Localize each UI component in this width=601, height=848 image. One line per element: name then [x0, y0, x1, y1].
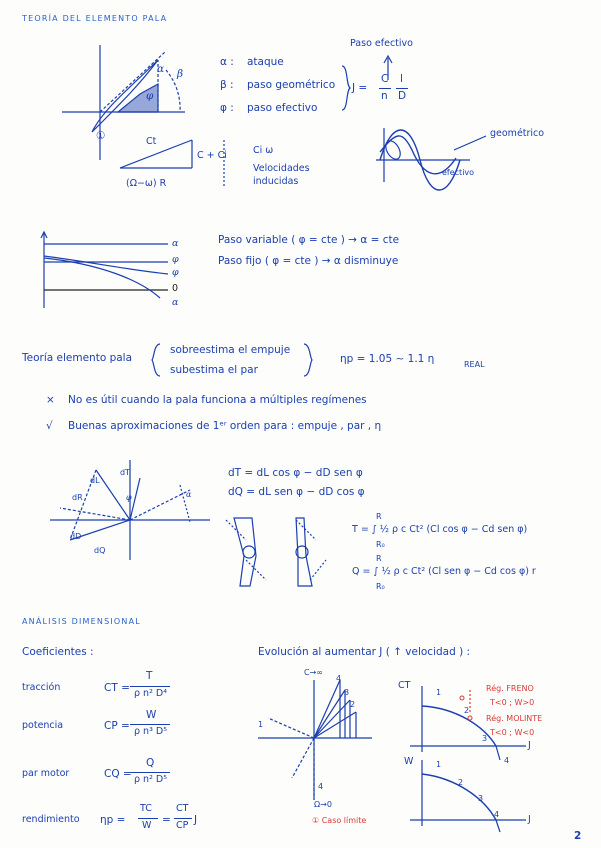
- ct-point-2: 2: [464, 706, 470, 715]
- eta-formula: ηp = 1.05 ∼ 1.1 η: [340, 353, 435, 365]
- circle-one-label: ①: [96, 130, 106, 142]
- formula-d: D: [398, 90, 407, 102]
- coef-row-1-num: T: [146, 670, 153, 682]
- curve-phi-1: φ: [172, 254, 179, 265]
- evolution-title: Evolución al aumentar J ( ↑ velocidad ) :: [258, 646, 471, 658]
- label-dT: dT: [120, 468, 130, 477]
- curve-phi-2: φ: [172, 267, 179, 278]
- coef-row-2-name: potencia: [22, 720, 64, 731]
- ct-j-label: J: [528, 740, 531, 751]
- coef-row-3-num: Q: [146, 757, 155, 769]
- element-item-1: sobreestima el empuje: [170, 344, 291, 356]
- reg-freno: Rég. FRENO: [486, 684, 534, 693]
- coef-row-3-name: par motor: [22, 768, 70, 779]
- label-phi: φ: [126, 493, 132, 502]
- fan-1: 1: [258, 720, 264, 729]
- efficiency-den1: W: [142, 820, 152, 831]
- triangle-ct: Ct: [146, 136, 157, 147]
- def-alpha-text: ataque: [247, 56, 284, 68]
- w-point-3: 3: [478, 794, 484, 803]
- eq-dT: dT = dL cos φ − dD sen φ: [228, 467, 363, 479]
- curve-alpha-top: α: [172, 238, 179, 249]
- alpha-curve: [44, 258, 160, 298]
- efficiency-lhs: ηp =: [100, 814, 126, 826]
- omega-zero-label: Ω→0: [314, 800, 332, 809]
- w-point-1: 1: [436, 760, 442, 769]
- alpha-label: α: [157, 63, 165, 75]
- int-upper-T: R: [376, 512, 382, 521]
- eq-Q: Q = ∫ ½ ρ c Ct² (Cl sen φ − Cd cos φ) r: [352, 566, 536, 577]
- label-dR: dR: [72, 493, 83, 502]
- triangle-base-label: (Ω−ω) R: [126, 178, 167, 189]
- coef-row-1-den: ρ n² D⁴: [134, 688, 168, 699]
- coef-title: Coeficientes :: [22, 646, 94, 658]
- coef-row-2-num: W: [146, 709, 157, 721]
- geometrico-label: geométrico: [490, 128, 545, 139]
- c-inf-label: C→∞: [304, 668, 323, 677]
- fan-4-bottom: 4: [318, 782, 324, 791]
- formula-n: n: [381, 90, 388, 102]
- beta-label: β: [177, 68, 184, 80]
- w-point-2: 2: [458, 778, 464, 787]
- propeller-left: [234, 518, 256, 586]
- efficiency-name: rendimiento: [22, 814, 80, 825]
- freno-cond: T<0 ; W>0: [490, 698, 535, 707]
- def-alpha-sym: α :: [220, 56, 234, 68]
- def-beta-text: paso geométrico: [247, 79, 336, 91]
- coef-row-3-den: ρ n² D⁵: [134, 774, 168, 785]
- efficiency-num2: CT: [176, 803, 189, 814]
- w-axis-label: W: [404, 756, 414, 767]
- velocity-note-1: Ci ω: [253, 145, 274, 156]
- efficiency-eq: =: [162, 814, 171, 826]
- coef-row-2-den: ρ n³ D⁵: [134, 726, 168, 737]
- phi-label: φ: [146, 90, 154, 102]
- int-lower-T: R₀: [376, 540, 385, 549]
- variation-line-2: Paso fijo ( φ = cte ) → α disminuye: [218, 255, 399, 267]
- element-item-2: subestima el par: [170, 364, 258, 376]
- formula-c: C: [381, 73, 389, 85]
- w-j-label: J: [528, 814, 531, 825]
- ct-point-1: 1: [436, 688, 442, 697]
- def-phi-sym: φ :: [220, 102, 234, 114]
- efficiency-tail: J: [194, 814, 198, 826]
- fan-4-top: 4: [336, 674, 342, 683]
- dimensional-heading: ANÁLISIS DIMENSIONAL: [22, 617, 141, 626]
- bullet-1: No es útil cuando la pala funciona a múltiples regímenes: [68, 394, 367, 406]
- section-title: TEORÍA DEL ELEMENTO PALA: [22, 14, 168, 23]
- ct-point-3: 3: [482, 734, 488, 743]
- def-beta-sym: β :: [220, 79, 234, 91]
- velocity-note-2: Velocidades: [253, 163, 310, 174]
- caso-limite-label: ① Caso límite: [312, 816, 367, 825]
- ct-axis-label: CT: [398, 680, 411, 691]
- reg-molinete: Rég. MOLINTE: [486, 714, 543, 723]
- fan-3: 3: [344, 688, 350, 697]
- coef-row-3-lhs: CQ =: [104, 768, 132, 780]
- molinete-cond: T<0 ; W<0: [490, 728, 535, 737]
- efficiency-den2: CP: [176, 820, 189, 831]
- ct-point-4: 4: [504, 756, 510, 765]
- formula-l: l: [400, 73, 403, 85]
- label-dQ: dQ: [94, 546, 106, 555]
- page-number: 2: [574, 830, 582, 842]
- bullet-2: Buenas aproximaciones de 1ᵉʳ orden para : empuje , par , η: [68, 420, 382, 432]
- curve-zero: 0: [172, 283, 179, 294]
- bullet-1-mark: ×: [46, 394, 55, 406]
- curve-alpha-bottom: α: [172, 297, 179, 308]
- label-dL: dL: [90, 476, 100, 485]
- variation-line-1: Paso variable ( φ = cte ) → α = cte: [218, 234, 400, 246]
- fan-2: 2: [350, 700, 356, 709]
- propeller-right: [296, 518, 312, 586]
- bullet-2-mark: √: [46, 420, 53, 432]
- formula-j: J =: [352, 82, 368, 94]
- coef-row-1-lhs: CT =: [104, 682, 130, 694]
- w-point-4: 4: [494, 810, 500, 819]
- efectivo-label: efectivo: [442, 168, 475, 177]
- coef-row-1-name: tracción: [22, 682, 61, 693]
- int-upper-Q: R: [376, 554, 382, 563]
- eq-dQ: dQ = dL sen φ − dD cos φ: [228, 486, 365, 498]
- int-lower-Q: R₀: [376, 582, 385, 591]
- velocity-note-3: inducidas: [253, 176, 299, 187]
- def-phi-text: paso efectivo: [247, 102, 318, 114]
- paso-efectivo-label: Paso efectivo: [350, 38, 413, 49]
- eta-sub: REAL: [464, 360, 485, 369]
- triangle-side: C + Ci: [197, 150, 227, 161]
- coef-row-2-lhs: CP =: [104, 720, 130, 732]
- label-dD: dD: [70, 532, 82, 541]
- phi-curve: [44, 256, 168, 274]
- eq-T: T = ∫ ½ ρ c Ct² (Cl cos φ − Cd sen φ): [352, 524, 528, 535]
- element-theory-title: Teoría elemento pala: [22, 352, 133, 364]
- efficiency-num1: TC: [140, 803, 152, 814]
- label-alpha: α: [186, 490, 192, 499]
